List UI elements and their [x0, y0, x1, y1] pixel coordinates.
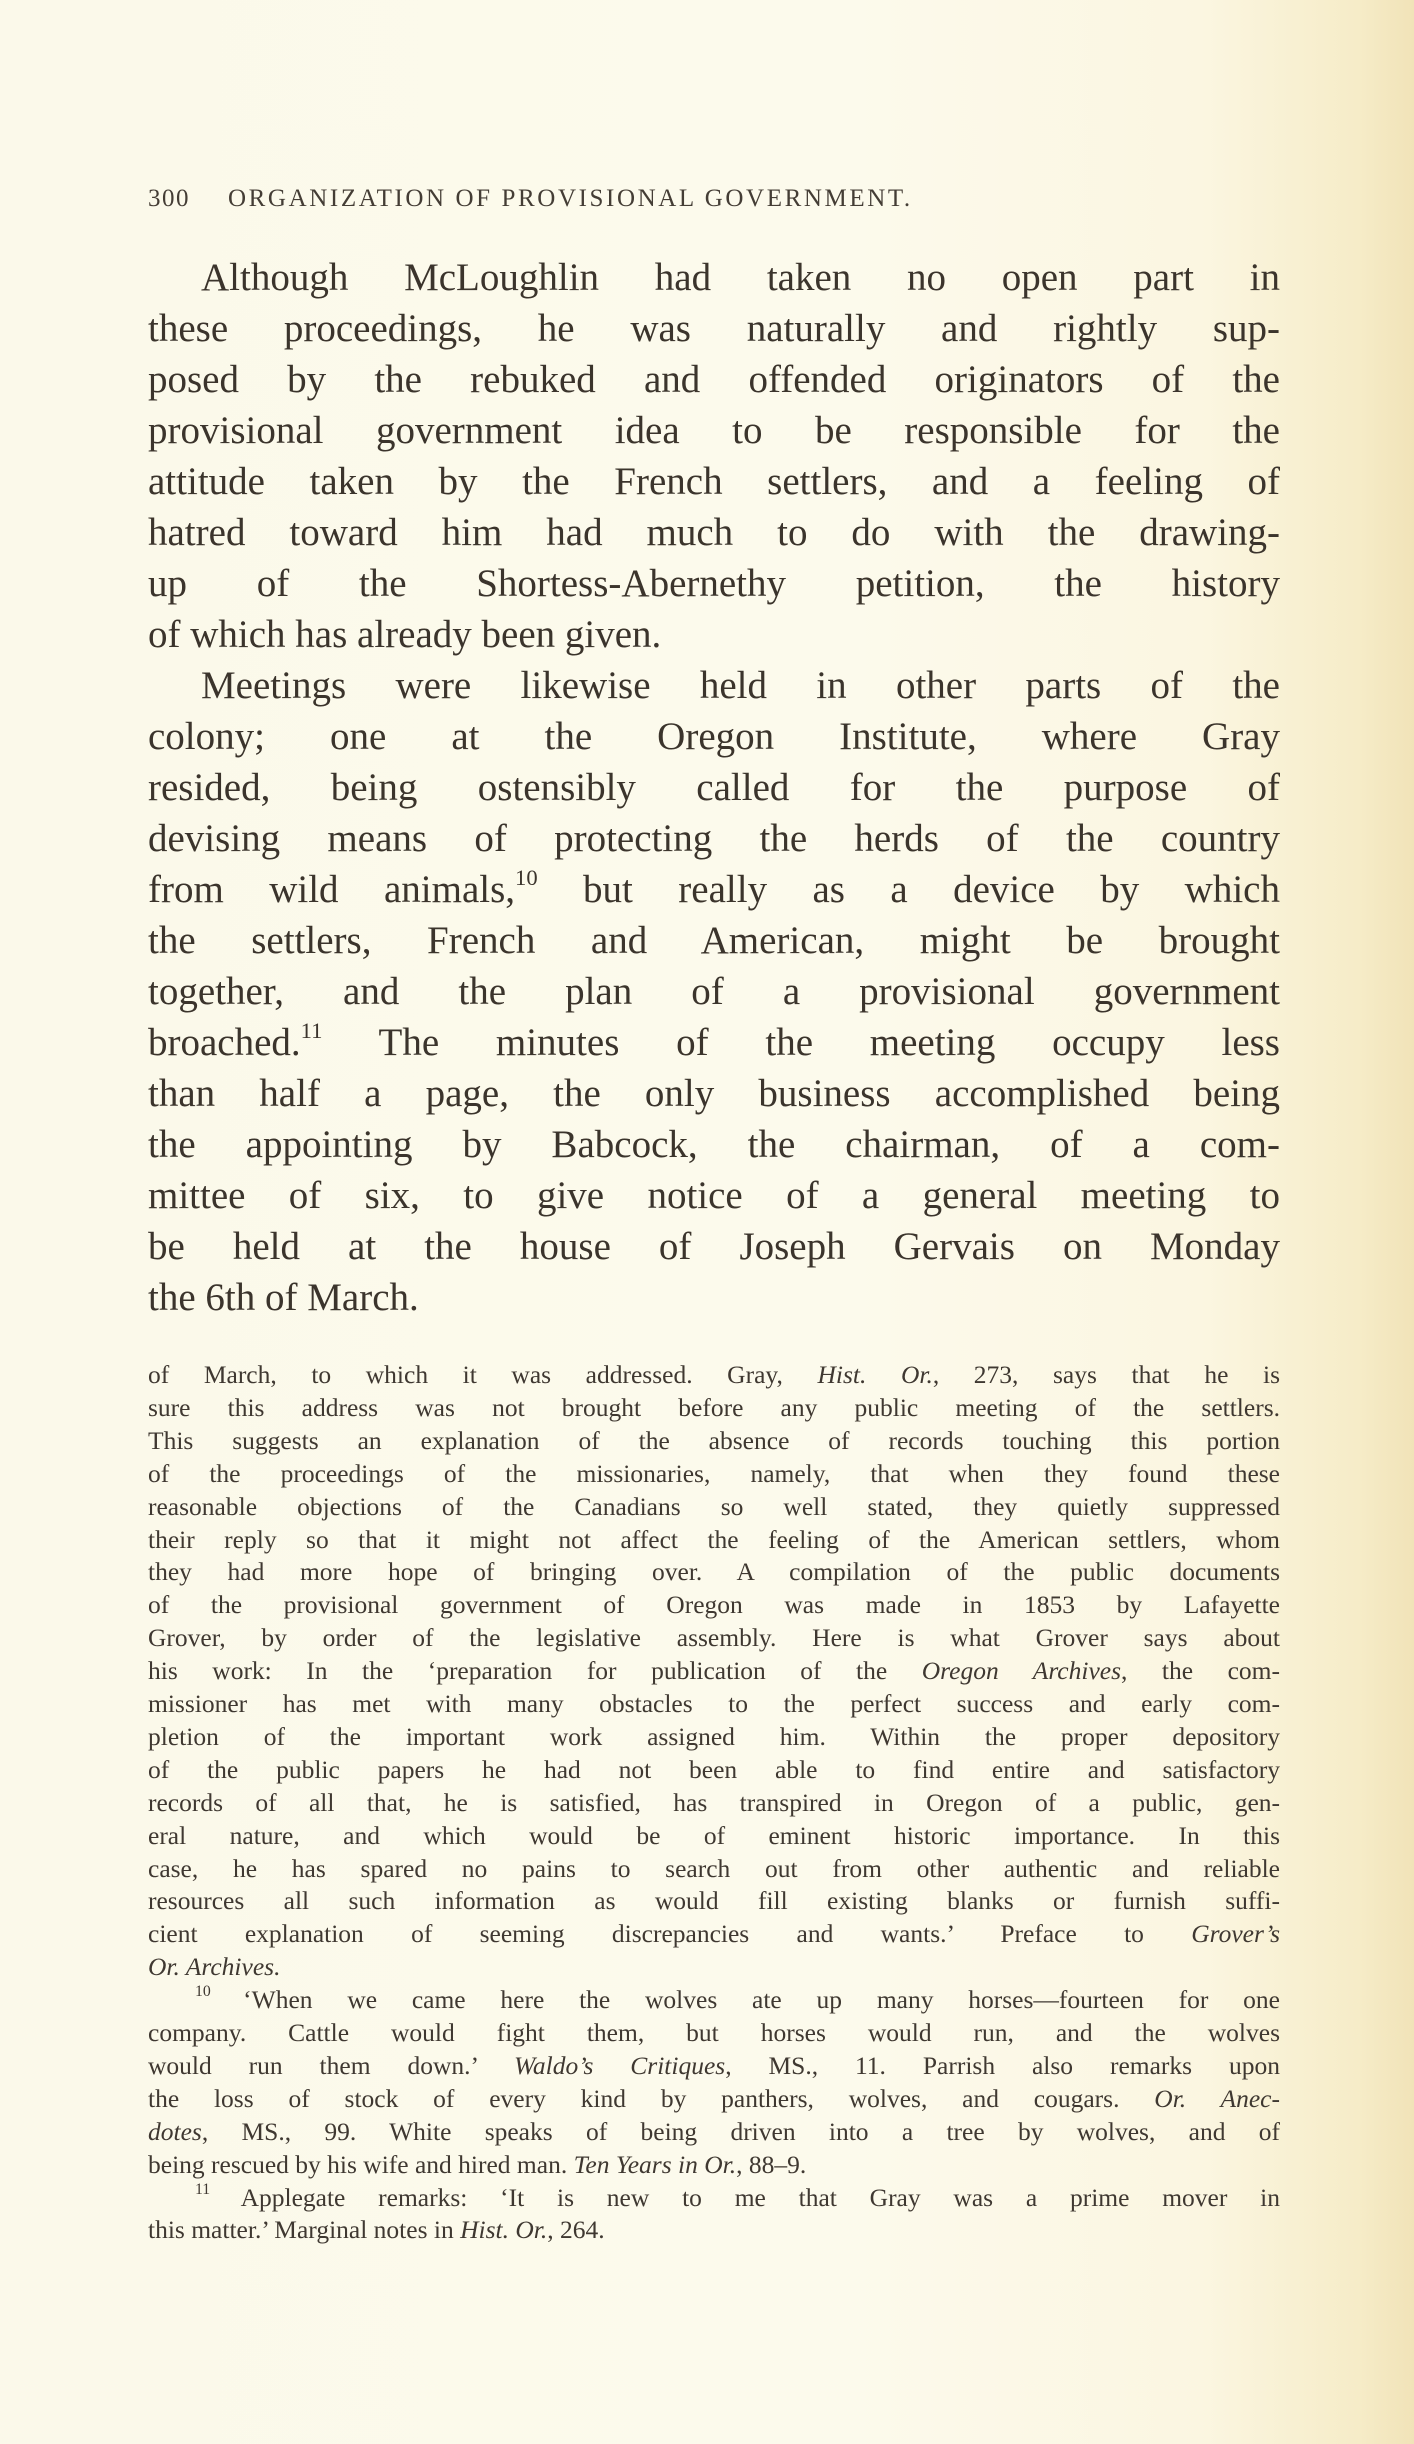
footnote-line: [148, 2115, 1280, 2148]
footnote-text: cient explanation of seeming discrepancies and wants.’ Preface to: [148, 1919, 1192, 1949]
body-line-text: be held at the house of Joseph Gervais on Monday: [148, 1225, 1280, 1268]
footnote-line: [148, 1753, 1280, 1786]
body-line-text: from wild animals,: [148, 868, 516, 911]
body-line: [148, 762, 1280, 813]
body-line-text: devising means of protecting the herds of the country: [148, 817, 1280, 860]
footnote-line: [148, 1687, 1280, 1720]
footnote-line: [148, 1917, 1280, 1950]
body-line: [148, 966, 1280, 1017]
footnote-line: [148, 2016, 1280, 2049]
footnote-line: [148, 1786, 1280, 1819]
body-line: [148, 711, 1280, 762]
body-line: [148, 1170, 1280, 1221]
footnote-text: sure this address was not brought before any public meeting of the settlers.: [148, 1392, 1280, 1422]
footnote-text: ‘When we came here the wolves ate up many horses—fourteen for one: [243, 1985, 1280, 2015]
body-line-text: the 6th of March.: [148, 1276, 419, 1319]
body-line: [148, 864, 1280, 915]
footnote-ref[interactable]: 10: [515, 865, 538, 891]
body-line-text: Meetings were likewise held in other parts of the: [201, 664, 1280, 707]
body-line: [148, 813, 1280, 864]
footnote-text: , MS., 99. White speaks of being driven into a tree by wolves, and of: [201, 2116, 1280, 2146]
footnote-text: would run them down.’: [148, 2050, 514, 2080]
body-line-text: broached.: [148, 1021, 301, 1064]
body-line: [148, 1119, 1280, 1170]
body-line: [148, 303, 1280, 354]
footnote-text: pletion of the important work assigned him. Within the proper depository: [148, 1721, 1280, 1751]
body-line: [148, 1272, 1280, 1323]
footnote-text: their reply so that it might not affect the feeling of the American settlers, whom: [148, 1524, 1280, 1554]
body-line-text: mittee of six, to give notice of a general meeting to: [148, 1174, 1280, 1217]
page-number: 300: [148, 185, 190, 212]
footnote-number: 11: [195, 2180, 241, 2198]
footnote-text: , MS., 11. Parrish also remarks upon: [725, 2050, 1280, 2080]
body-line-text: resided, being ostensibly called for the purpose of: [148, 766, 1280, 809]
body-line-text: The minutes of the meeting occupy less: [322, 1021, 1280, 1064]
citation-title: Waldo’s Critiques: [514, 2050, 726, 2080]
footnote-text: of the proceedings of the missionaries, namely, that when they found these: [148, 1458, 1280, 1488]
body-line-text: but really as a device by which: [537, 868, 1280, 911]
footnote-line: [148, 1884, 1280, 1917]
footnote-text: , the com-: [1121, 1656, 1280, 1686]
body-line-text: attitude taken by the French settlers, and a feeling of: [148, 460, 1280, 503]
footnote-number: 10: [195, 1983, 244, 2001]
body-line-text: colony; one at the Oregon Institute, where Gray: [148, 715, 1280, 758]
footnote-line: [148, 1490, 1280, 1523]
footnote-text: this matter.’ Marginal notes in: [148, 2215, 461, 2245]
footnote-text: , 273, says that he is: [932, 1360, 1280, 1389]
body-line-text: the appointing by Babcock, the chairman, of a com-: [148, 1123, 1280, 1166]
citation-title: Ten Years in Or.: [573, 2149, 737, 2179]
citation-title: dotes: [148, 2116, 202, 2146]
footnote-text: resources all such information as would fill existing blanks or furnish suffi-: [148, 1886, 1280, 1916]
footnote-line: [148, 1654, 1280, 1687]
body-line: [148, 1221, 1280, 1272]
footnote-text: , 264.: [547, 2215, 605, 2245]
body-line: [148, 354, 1280, 405]
footnote-line: [148, 1983, 1280, 2016]
running-head: [148, 185, 1280, 215]
footnote-text: records of all that, he is satisfied, has transpired in Oregon of a public, gen-: [148, 1787, 1280, 1817]
footnote-text: the loss of stock of every kind by panthers, wolves, and cougars.: [148, 2083, 1155, 2113]
citation-title: Or. Anec-: [1154, 2083, 1280, 2113]
citation-title: Or. Archives.: [148, 1952, 281, 1982]
citation-title: Hist. Or.: [817, 1360, 933, 1389]
body-line: [148, 609, 1280, 660]
footnote-text: missioner has met with many obstacles to the perfect success and early com-: [148, 1689, 1280, 1718]
body-line-text: posed by the rebuked and offended originators of the: [148, 358, 1280, 401]
body-line: [148, 660, 1280, 711]
body-line-text: provisional government idea to be responsible for the: [148, 409, 1280, 452]
footnote-text: This suggests an explanation of the absence of records touching this portion: [148, 1425, 1280, 1455]
footnote-text: , 88–9.: [736, 2149, 807, 2179]
body-line-text: than half a page, the only business accomplished being: [148, 1072, 1280, 1115]
footnote-line: [148, 1819, 1280, 1852]
footnote-line: [148, 1852, 1280, 1885]
body-line: [148, 558, 1280, 609]
citation-title: Hist. Or.: [460, 2215, 548, 2245]
body-line-text: hatred toward him had much to do with the drawing-: [148, 511, 1280, 554]
body-line: [148, 915, 1280, 966]
footnote-text: Grover, by order of the legislative assembly. Here is what Grover says about: [148, 1623, 1280, 1653]
footnote-line: [148, 2049, 1280, 2082]
footnote-line: [148, 1391, 1280, 1424]
footnote-text: of the public papers he had not been able to find entire and satisfactory: [148, 1754, 1280, 1784]
footnote-text: reasonable objections of the Canadians so well stated, they quietly suppressed: [148, 1491, 1280, 1521]
body-line: [148, 507, 1280, 558]
body-line-text: these proceedings, he was naturally and rightly sup-: [148, 307, 1280, 350]
body-line-text: together, and the plan of a provisional government: [148, 970, 1280, 1013]
footnote-text: case, he has spared no pains to search out from other authentic and reliable: [148, 1853, 1280, 1883]
footnote-line: [148, 1588, 1280, 1621]
footnote-text: being rescued by his wife and hired man.: [148, 2149, 574, 2179]
footnote-text: of the provisional government of Oregon was made in 1853 by Lafayette: [148, 1590, 1280, 1620]
footnote-line: [148, 1950, 1280, 1983]
footnote-line: [148, 1621, 1280, 1654]
footnote-text: eral nature, and which would be of eminent historic importance. In this: [148, 1820, 1280, 1850]
footnote-text: company. Cattle would fight them, but horses would run, and the wolves: [148, 2018, 1280, 2047]
footnote-ref[interactable]: 11: [300, 1018, 323, 1044]
footnote-line: [148, 2148, 1280, 2181]
citation-title: Oregon Archives: [921, 1656, 1122, 1686]
footnote-line: [148, 1523, 1280, 1556]
body-line: [148, 1017, 1280, 1068]
footnote-line: [148, 1555, 1280, 1588]
body-line: [148, 456, 1280, 507]
body-line: [148, 252, 1280, 303]
body-line: [148, 1068, 1280, 1119]
footnote-line: [148, 1424, 1280, 1457]
footnote-text: Applegate remarks: ‘It is new to me that Gray was a prime mover in: [240, 2182, 1280, 2212]
running-title: ORGANIZATION OF PROVISIONAL GOVERNMENT.: [228, 185, 913, 212]
footnote-text: they had more hope of bringing over. A compilation of the public documents: [148, 1557, 1280, 1587]
footnote-line: [148, 2213, 1280, 2246]
footnote-line: [148, 2082, 1280, 2115]
footnote-text: of March, to which it was addressed. Gray,: [148, 1360, 818, 1389]
body-line: [148, 405, 1280, 456]
footnote-line: [148, 2181, 1280, 2214]
body-line-text: up of the Shortess-Abernethy petition, the history: [148, 562, 1280, 605]
footnote-line: [148, 1457, 1280, 1490]
footnote-text: his work: In the ‘preparation for publication of the: [148, 1656, 922, 1686]
citation-title: Grover’s: [1191, 1919, 1280, 1949]
footnote-line: [148, 1720, 1280, 1753]
body-line-text: the settlers, French and American, might be brought: [148, 919, 1280, 962]
footnote-line: [148, 1358, 1280, 1391]
body-line-text: of which has already been given.: [148, 613, 662, 656]
body-line-text: Although McLoughlin had taken no open part in: [201, 256, 1280, 299]
